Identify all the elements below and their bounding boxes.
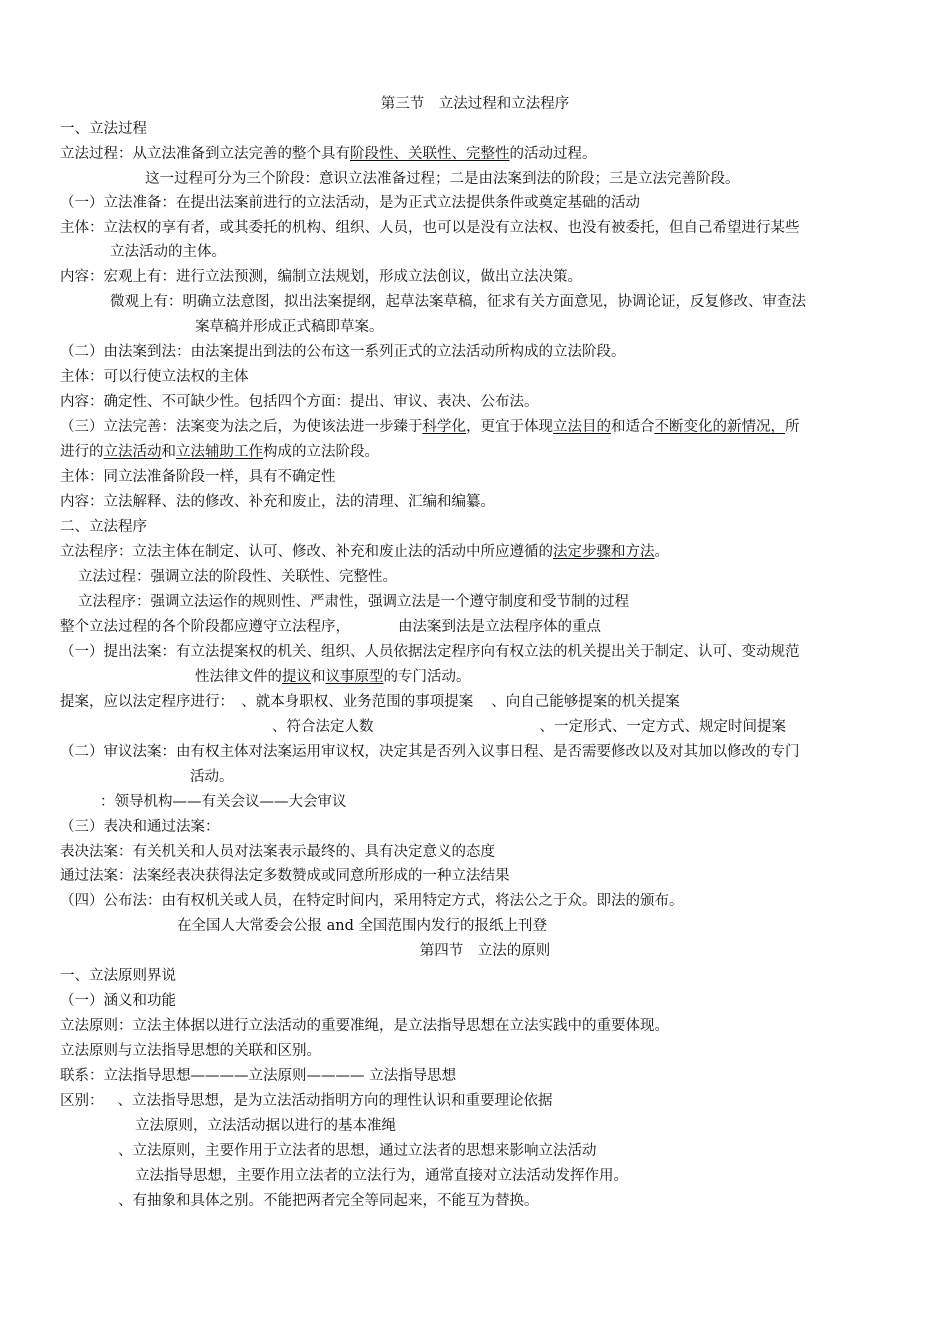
three-stages-line: 这一过程可分为三个阶段：意识立法准备过程；二是由法案到法的阶段；三是立法完善阶段。 <box>145 171 740 187</box>
promulgate-note: 在全国人大常委会公报 and 全国范围内发行的报纸上刊登 <box>177 918 547 934</box>
subheading-preparation: （一）立法准备：在提出法案前进行的立法活动，是为正式立法提供条件或奠定基础的活动 <box>60 195 640 211</box>
principle-relation: 立法原则与立法指导思想的关联和区别。 <box>60 1043 321 1059</box>
preparation-content-micro-cont: 案草稿并形成正式稿即草案。 <box>195 319 384 335</box>
review-bill-cont: 活动。 <box>190 769 234 785</box>
relation-connection: 联系：立法指导思想————立法原则———— 立法指导思想 <box>60 1068 457 1084</box>
proposal-rules-1: 提案，应以法定程序进行： 、就本身职权、业务范围的事项提案 、向自己能够提案的机关提案 <box>60 694 680 710</box>
submit-bill-cont: 性法律文件的提议和议事原型的专门活动。 <box>195 669 471 685</box>
bill-to-law-subject: 主体：可以行使立法权的主体 <box>60 369 249 385</box>
proposal-rules-2: 、符合法定人数 、一定形式、一定方式、规定时间提案 <box>272 719 786 735</box>
compare-process: 立法过程：强调立法的阶段性、关联性、完整性。 <box>78 569 397 585</box>
definition-legislative-procedure: 立法程序：立法主体在制定、认可、修改、补充和废止法的活动中所应遵循的法定步骤和方法。 <box>60 544 669 560</box>
heading-legislative-process: 一、立法过程 <box>60 121 147 137</box>
subheading-review-bill: （二）审议法案：由有权主体对法案运用审议权，决定其是否列入议事日程、是否需要修改以及对其加以修改的专门 <box>60 744 800 760</box>
pass-definition: 通过法案：法案经表决获得法定多数赞成或同意所形成的一种立法结果 <box>60 868 510 884</box>
difference-1b: 立法原则，立法活动据以进行的基本准绳 <box>135 1118 396 1134</box>
bill-to-law-content: 内容：确定性、不可缺少性。包括四个方面：提出、审议、表决、公布法。 <box>60 394 539 410</box>
difference-2b: 立法指导思想，主要作用立法者的立法行为，通常直接对立法活动发挥作用。 <box>135 1168 628 1184</box>
subheading-meaning-function: （一）涵义和功能 <box>60 993 176 1009</box>
difference-2a: 、立法原则，主要作用于立法者的思想，通过立法者的思想来影响立法活动 <box>118 1143 597 1159</box>
procedure-note: 整个立法过程的各个阶段都应遵守立法程序， 由法案到法是立法程序体的重点 <box>60 619 601 635</box>
subheading-vote-pass: （三）表决和通过法案： <box>60 819 220 835</box>
subheading-submit-bill: （一）提出法案：有立法提案权的机关、组织、人员依据法定程序向有权立法的机关提出关于制定、认可、变动规范 <box>60 644 800 660</box>
relation-difference: 区别： 、立法指导思想，是为立法活动指明方向的理性认识和重要理论依据 <box>60 1093 553 1109</box>
vote-definition: 表决法案：有关机关和人员对法案表示最终的、具有决定意义的态度 <box>60 844 495 860</box>
perfection-cont: 进行的立法活动和立法辅助工作构成的立法阶段。 <box>60 444 379 460</box>
heading-legislative-procedure: 二、立法程序 <box>60 519 147 535</box>
section-4-title: 第四节 立法的原则 <box>419 943 551 959</box>
preparation-subject: 主体：立法权的享有者，或其委托的机构、组织、人员，也可以是没有立法权、也没有被委托，但自己希望进行某些 <box>60 220 800 236</box>
subheading-perfection: （三）立法完善：法案变为法之后，为使该法进一步臻于科学化，更宜于体现立法目的和适合不断变化的新情况，所 <box>60 419 800 435</box>
subheading-bill-to-law: （二）由法案到法：由法案提出到法的公布这一系列正式的立法活动所构成的立法阶段。 <box>60 344 626 360</box>
preparation-content-macro: 内容：宏观上有：进行立法预测，编制立法规划，形成立法创议，做出立法决策。 <box>60 269 582 285</box>
perfection-content: 内容：立法解释、法的修改、补充和废止，法的清理、汇编和编纂。 <box>60 494 495 510</box>
compare-procedure: 立法程序：强调立法运作的规则性、严肃性，强调立法是一个遵守制度和受节制的过程 <box>78 594 629 610</box>
difference-3: 、有抽象和具体之别。不能把两者完全等同起来，不能互为替换。 <box>118 1193 539 1209</box>
section-3-title: 第三节 立法过程和立法程序 <box>380 96 570 112</box>
definition-legislative-process: 立法过程：从立法准备到立法完善的整个具有阶段性、关联性、完整性的活动过程。 <box>60 146 597 162</box>
definition-principle: 立法原则：立法主体据以进行立法活动的重要准绳，是立法指导思想在立法实践中的重要体现。 <box>60 1018 669 1034</box>
review-sequence: ：领导机构——有关会议——大会审议 <box>100 794 347 810</box>
preparation-content-micro: 微观上有：明确立法意图，拟出法案提纲，起草法案草稿，征求有关方面意见，协调论证，反复修改、审查法 <box>110 294 806 310</box>
perfection-subject: 主体：同立法准备阶段一样，具有不确定性 <box>60 469 336 485</box>
heading-principle-definition: 一、立法原则界说 <box>60 968 176 984</box>
subheading-promulgate: （四）公布法：由有权机关或人员，在特定时间内，采用特定方式，将法公之于众。即法的颁布。 <box>60 893 684 909</box>
preparation-subject-cont: 立法活动的主体。 <box>110 244 226 260</box>
underlined-phrase: 阶段性、关联性、完整性 <box>350 146 510 162</box>
